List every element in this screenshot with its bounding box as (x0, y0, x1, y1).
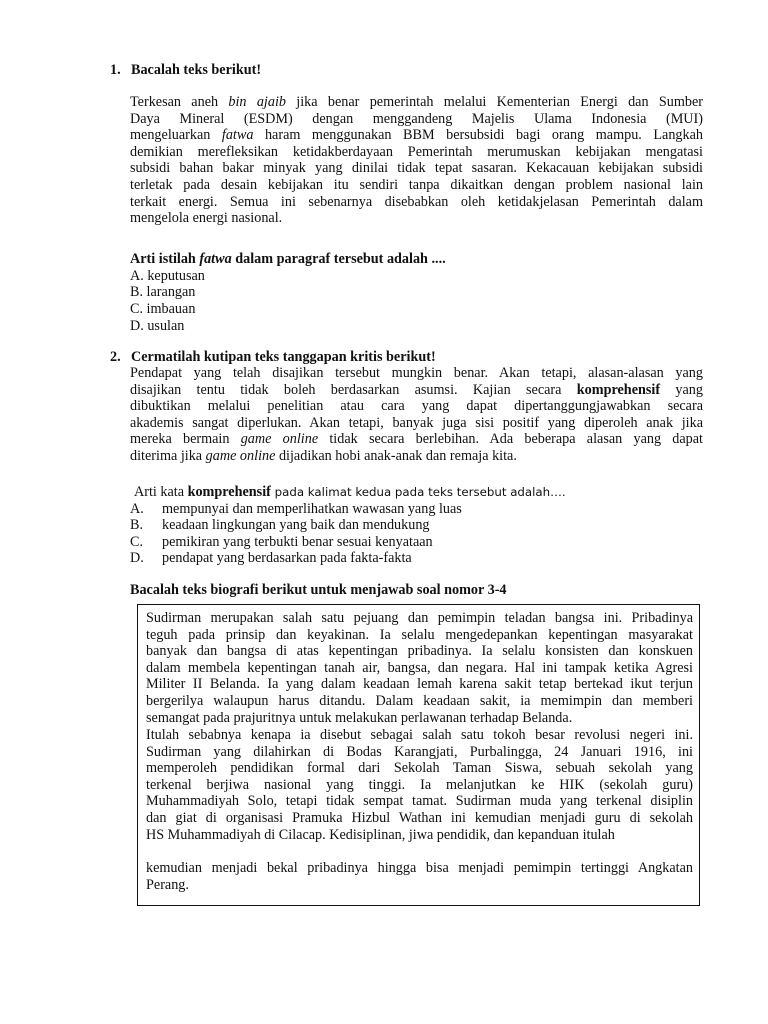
bio-paragraph-1 (146, 610, 693, 726)
q1-option-d: D. usulan (130, 318, 185, 334)
q1-passage-line: terletak pada desain kebijakan itu sendiri tanpa dikaitkan dengan problem nasional lain (130, 176, 703, 193)
q2-passage-line: mereka bermain game online tidak secara berlebihan. Ada beberapa alasan yang dapat (130, 431, 703, 448)
bio-paragraph-2-line: Itulah sebabnya kenapa ia disebut sebagai salah satu tokoh besar revolusi negeri ini. (146, 727, 693, 743)
bio-paragraph-2-line: dan giat di organisasi Pramuka Hizbul Wathan ini kemudian menjadi guru di sekolah (146, 809, 693, 826)
q1-question-post: dalam paragraf tersebut adalah .... (231, 251, 446, 267)
q2-passage-line: Pendapat yang telah disajikan tersebut mungkin benar. Akan tetapi, alasan-alasan yang (130, 365, 703, 381)
bio-heading: Bacalah teks biografi berikut untuk menjawab soal nomor 3-4 (130, 582, 507, 598)
q1-title (110, 62, 261, 79)
q2-option-b-letter: B. (130, 517, 144, 533)
q2-option-a (130, 501, 462, 518)
bio-paragraph-2-line: HS Muhammadiyah di Cilacap. Kedisiplinan, jiwa pendidik, dan kepanduan itulah (146, 826, 615, 843)
q2-passage-line: akademis sangat diperlukan. Akan tetapi, banyak juga sisi positif yang diperoleh anak jika (130, 414, 703, 431)
bio-paragraph-1-line: semangat pada prajuritnya untuk melakukan perlawanan terhadap Belanda. (146, 709, 573, 726)
q2-passage (130, 365, 703, 465)
q2-option-d-text: pendapat yang berdasarkan pada fakta-fakta (162, 550, 412, 566)
q1-passage-line: demikian merefleksikan ketidakberdayaan Pemerintah merumuskan kebijakan mengatasi (130, 143, 703, 160)
q2-option-a-letter: A. (130, 501, 144, 517)
bio-paragraph-2-line: memperoleh pendidikan formal dari Sekolah Taman Siswa, sebuah sekolah yang (146, 760, 693, 777)
q1-question-pre: Arti istilah (130, 251, 200, 267)
bio-paragraph-3 (146, 860, 693, 893)
q1-passage-line: mengelola energi nasional. (130, 210, 283, 227)
bio-paragraph-2-line: Muhammadiyah Solo, tetapi tidak sempat tamat. Sudirman muda yang terkenal disiplin (146, 793, 693, 810)
q2-option-b (130, 517, 430, 534)
bio-paragraph-1-line: Militer II Belanda. Ia yang dalam keadaan lemah karena sakit tetap bertekad ikut terjun (146, 676, 693, 693)
q2-passage-line: disajikan tentu tidak boleh berdasarkan asumsi. Kajian secara komprehensif yang (130, 381, 703, 398)
q1-passage-line: subsidi bahan bakar minyak yang dinilai tidak tepat sasaran. Kekacauan kebijakan subsidi (130, 160, 703, 177)
q2-option-a-text: mempunyai dan memperlihatkan wawasan yang luas (162, 501, 462, 517)
bio-paragraph-3-line: Perang. (146, 876, 189, 893)
q1-passage-line: Terkesan aneh bin ajaib jika benar pemerintah melalui Kementerian Energi dan Sumber (130, 94, 703, 110)
bio-paragraph-3-line: kemudian menjadi bekal pribadinya hingga bisa menjadi pemimpin tertinggi Angkatan (146, 860, 693, 876)
biography-box (137, 604, 700, 906)
q2-option-b-text: keadaan lingkungan yang baik dan mendukung (162, 517, 430, 533)
bio-paragraph-2-line: terkenal berjiwa nasional yang tinggi. Ia melanjutkan ke HIK (sekolah guru) (146, 776, 693, 793)
bio-paragraph-1-line: banyak dan bangsa di atas kepentingan pribadinya. Ia selalu konsisten dan konskuen (146, 643, 693, 660)
q2-option-c-letter: C. (130, 534, 144, 550)
q2-question-pre: Arti kata (134, 484, 188, 500)
q1-passage-line: terkait energi. Semua ini sebenarnya disebabkan oleh ketidakjelasan Pemerintah dalam (130, 193, 703, 210)
bio-paragraph-1-line: bergerilya walaupun harus ditandu. Dalam keadaan sakit, ia memimpin dan memberi (146, 692, 693, 709)
q1-option-c: C. imbauan (130, 301, 196, 317)
q2-option-c (130, 534, 433, 551)
q2-title (110, 349, 436, 366)
q1-question (130, 251, 446, 268)
bio-paragraph-1-line: dalam membela kepentingan tanah air, bangsa, dan negara. Hal ini tampak ketika Agresi (146, 659, 693, 676)
q2-question-term: komprehensif (187, 484, 271, 500)
q1-option-b: B. larangan (130, 284, 196, 300)
q1-passage-line: Daya Mineral (ESDM) dengan menggandeng Majelis Ulama Indonesia (MUI) (130, 110, 703, 127)
q2-option-d-letter: D. (130, 550, 144, 566)
bio-paragraph-2-line: Sudirman yang dilahirkan di Bodas Karangjati, Purbalingga, 24 Januari 1916, ini (146, 743, 693, 760)
q2-question-post: pada kalimat kedua pada teks tersebut adalah…. (270, 485, 566, 499)
bio-paragraph-1-line: Sudirman merupakan salah satu pejuang dan pemimpin teladan bangsa ini. Pribadinya (146, 610, 693, 626)
q1-number: 1. (110, 62, 121, 78)
q2-title-text: Cermatilah kutipan teks tanggapan kritis berikut! (131, 349, 436, 365)
q2-option-d (130, 550, 412, 567)
bio-paragraph-1-line: teguh pada prinsip dan keyakinan. Ia selalu mengedepankan kepentingan masyarakat (146, 626, 693, 643)
q1-question-term: fatwa (199, 251, 232, 267)
q1-passage-line: mengeluarkan fatwa haram menggunakan BBM bersubsidi bagi orang mampu. Langkah (130, 127, 703, 144)
q2-number: 2. (110, 349, 121, 365)
q1-option-a: A. keputusan (130, 268, 205, 284)
q1-passage (130, 94, 703, 227)
q2-option-c-text: pemikiran yang terbukti benar sesuai kenyataan (162, 534, 433, 550)
bio-paragraph-2 (146, 727, 693, 843)
q2-question (134, 484, 566, 501)
q1-title-text: Bacalah teks berikut! (131, 62, 262, 78)
q2-passage-line: dibuktikan melalui penelitian atau cara yang dapat dipertanggungjawabkan secara (130, 398, 703, 415)
q2-passage-line: diterima jika game online dijadikan hobi anak-anak dan remaja kita. (130, 447, 517, 464)
